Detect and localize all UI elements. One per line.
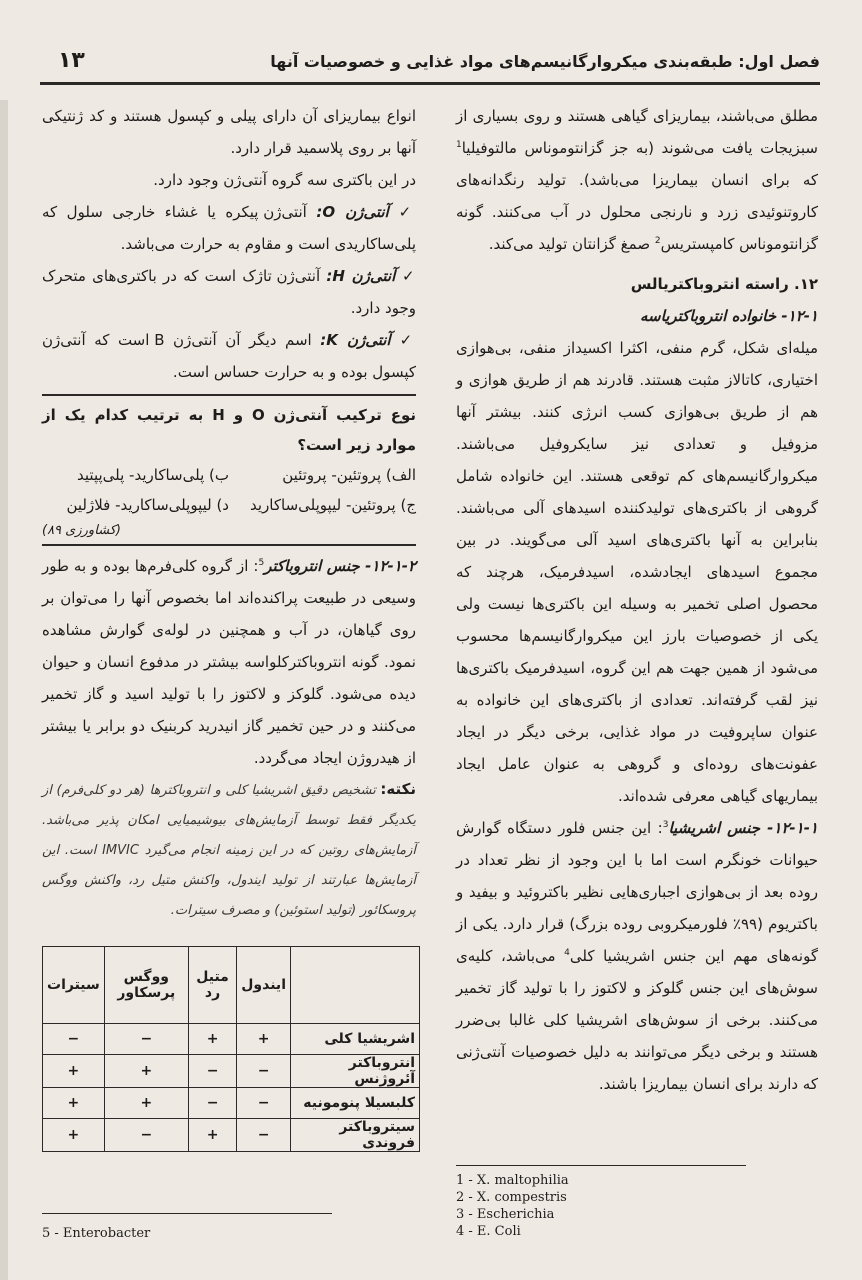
table-cell: − xyxy=(104,1024,188,1055)
option-c: ج) پروتئین- لیپوپلی‌ساکارید xyxy=(250,496,416,514)
option-d: د) لیپوپلی‌ساکارید- فلاژلین xyxy=(66,496,229,514)
note-text: تشخیص دقیق اشریشیا کلی و انتروباکترها (هر دو کلی‌فرم) از یکدیگر فقط توسط آزمایش‌های بیوشیمیایی امکان پذیر می‌باشد. آزمایش‌های روتین که در این زمینه انجام می‌گیرد IMVIC است. این آزمایش‌ها عبارتند از تولید ایندول، واکنش متیل رد، واکنش ووگس پروسکائور (تولید استوئین) و مصرف سیترات. xyxy=(42,783,416,918)
question-text: نوع ترکیب آنتی‌ژن O و H به ترتیب کدام یک از موارد زیر است؟ xyxy=(42,406,416,454)
footnote: 3 - Escherichia xyxy=(456,1207,555,1222)
table-cell: + xyxy=(237,1024,291,1055)
footnote-divider xyxy=(42,1213,332,1214)
footnotes-right xyxy=(456,1172,569,1240)
paragraph: میله‌ای شکل، گرم منفی، اکثرا اکسیداز منفی، بی‌هوازی اختیاری، کاتالاز مثبت هستند. قادرند هم از طریق هوازی و هم از طریق بی‌هوازی کسب انرژی کنند. بیشتر آنها مزوفیل و تعدادی نیز سایکروفیل می‌باشند. میکروارگانیسم‌های کم توقعی هستند. این خانواده شامل گروهی از باکتری‌های تولیدکننده اسیدهای آلی می‌باشند. بنابراین به آنها باکتری‌های اسید آلی می‌گویند. در بین مجموع اسیدهای ایجادشده، اسیدفرمیک، هرچند که محصول اصلی تخمیر به وسیله این باکتری‌ها نیست ولی یکی از خصوصیات بارز این میکروارگانیسم‌ها محسوب می‌شود از همین جهت هم این گروه، اسیدفرمیک باکتری‌ها نیز لقب گرفته‌اند. تعدادی از باکتری‌های این خانواده به عنوان ساپروفیت در مواد غذایی، برخی دیگر در ایجاد عفونت‌های روده‌ای و گروهی به عنوان عامل ایجاد بیماریهای گیاهی معرفی شده‌اند. xyxy=(456,339,818,805)
organism-name: سیتروباکتر فروندی xyxy=(291,1119,420,1152)
table-cell: − xyxy=(188,1088,236,1119)
table-cell: + xyxy=(43,1055,105,1088)
antigen-item: ✓ آنتی‌ژن K: اسم دیگر آن آنتی‌ژن B است که آنتی‌ژن کپسول بوده و به حرارت حساس است. xyxy=(42,331,416,381)
subsection-heading: ۱۲-۱-۱- جنس اشریشیا xyxy=(668,819,818,837)
table-cell: − xyxy=(237,1119,291,1152)
table-cell: − xyxy=(237,1055,291,1088)
option-b: ب) پلی‌ساکارید- پلی‌پپتید xyxy=(77,466,229,484)
organism-name: کلبسیلا پنومونیه xyxy=(291,1088,420,1119)
footnote: 1 - X. maltophilia xyxy=(456,1173,569,1188)
organism-name: اشریشیا کلی xyxy=(291,1024,420,1055)
table-cell: − xyxy=(104,1119,188,1152)
footnote: 4 - E. Coli xyxy=(456,1224,521,1239)
antigen-label: ✓ آنتی‌ژن K: xyxy=(320,331,416,349)
footnotes-left xyxy=(42,1225,150,1242)
footnote: 2 - X. compestris xyxy=(456,1190,567,1205)
page-number: ۱۳ xyxy=(58,48,85,73)
question-options xyxy=(42,460,416,520)
table-cell: + xyxy=(43,1119,105,1152)
antigen-label: ✓ آنتی‌ژن H: xyxy=(326,267,416,285)
table-row xyxy=(43,1119,420,1152)
table-header-row xyxy=(43,947,420,1024)
subsection-heading: ۱۲-۱-۲- جنس انتروباکتر xyxy=(264,557,417,575)
note-box xyxy=(42,774,416,926)
question-box xyxy=(42,394,416,546)
paragraph: انواع بیماریزای آن دارای پیلی و کپسول هستند و کد ژنتیکی آنها بر روی پلاسمید قرار دارد. xyxy=(42,107,416,157)
paragraph: ۱۲-۱-۲- جنس انتروباکتر$^5$: از گروه کلی‌فرم‌ها بوده و به طور وسیعی در طبیعت پراکنده‌اند اما بخصوص آنها را می‌توان بر روی گیاهان، در آب و همچنین در لوله‌ی گوارش مشاهده نمود. گونه انتروباکترکلواسه بیشتر در مدفوع انسان و حیوان دیده می‌شود. گلوکز و لاکتوز را با تولید اسید و گاز تخمیر می‌کنند و در حین تخمیر گاز انیدرید کربنیک دو برابر یا بیشتر از هیدروژن ایجاد می‌گردد. xyxy=(42,557,417,767)
table-cell: + xyxy=(43,1088,105,1119)
table-corner xyxy=(291,947,420,1024)
note-label: نکته: xyxy=(380,780,416,798)
option-a: الف) پروتئین- پروتئین xyxy=(282,466,416,484)
table-cell: + xyxy=(188,1024,236,1055)
page-edge xyxy=(0,100,8,1280)
imvic-table xyxy=(42,946,420,1152)
organism-name: انتروباکتر آئروژنس xyxy=(291,1055,420,1088)
question-source: (کشاورزی ۸۹) xyxy=(42,523,122,538)
table-cell: + xyxy=(104,1088,188,1119)
right-column xyxy=(456,100,818,1100)
column-header: ووگس پرسکاور xyxy=(104,947,188,1024)
paragraph: مطلق می‌باشند، بیماریزای گیاهی هستند و روی بسیاری از سبزیجات یافت می‌شوند (به جز گزانتوموناس مالتوفیلیا$^1$ که برای انسان بیماریزا می‌باشد). تولید رنگدانه‌های کاروتنوئیدی زرد و نارنجی محلول در آب می‌کنند. گونه گزانتوموناس کامپستریس$^2$ صمغ گزانتان تولید می‌کند. xyxy=(456,107,818,253)
table-cell: − xyxy=(237,1088,291,1119)
left-column xyxy=(42,100,416,926)
section-heading: ۱۲. راسته انتروباکتریالس xyxy=(630,275,818,293)
subsection-heading: ۱۲-۱- خانواده انتروباکتریاسه xyxy=(640,307,818,325)
column-header: ایندول xyxy=(237,947,291,1024)
page-header xyxy=(40,40,820,85)
footnote: 5 - Enterobacter xyxy=(42,1226,151,1241)
antigen-label: ✓ آنتی‌ژن O: xyxy=(316,203,416,221)
column-header: سیترات xyxy=(43,947,105,1024)
table-cell: − xyxy=(188,1055,236,1088)
table-row xyxy=(43,1024,420,1055)
table-cell: + xyxy=(104,1055,188,1088)
table-row xyxy=(43,1088,420,1119)
table-row xyxy=(43,1055,420,1088)
paragraph: ۱۲-۱-۱- جنس اشریشیا$^3$: این جنس فلور دستگاه گوارش حیوانات خونگرم است اما با این وجود از نظر تعداد در روده بعد از بی‌هوازی اجباری‌هایی نظیر باکتروئید و بیفید و باکتریوم (۹۹٪ فلورمیکروبی روده بزرگ) قرار دارد. یکی از گونه‌های مهم این جنس اشریشیا کلی$^4$ می‌باشد، کلیه‌ی سوش‌های این جنس گلوکز و لاکتوز را با تولید گاز تخمیر می‌کنند. برخی از سوش‌های اشریشیا کلی غالبا بی‌ضرر هستند و برخی دیگر می‌توانند به دلیل خصوصیات آنتی‌ژنی که دارند برای انسان بیماریزا باشند. xyxy=(456,819,818,1093)
paragraph: در این باکتری سه گروه آنتی‌ژن وجود دارد. xyxy=(153,171,416,189)
chapter-title: فصل اول: طبقه‌بندی میکروارگانیسم‌های مواد غذایی و خصوصیات آنها xyxy=(270,52,820,71)
table-cell: + xyxy=(188,1119,236,1152)
antigen-item: ✓ آنتی‌ژن H: آنتی‌ژن تاژک است که در باکتری‌های متحرک وجود دارد. xyxy=(42,267,416,317)
footnote-divider xyxy=(456,1165,746,1166)
table-cell: − xyxy=(43,1024,105,1055)
antigen-item: ✓ آنتی‌ژن O: آنتی‌ژن پیکره یا غشاء خارجی سلول که پلی‌ساکاریدی است و مقاوم به حرارت می‌باشد. xyxy=(42,203,416,253)
column-header: متیل رد xyxy=(188,947,236,1024)
